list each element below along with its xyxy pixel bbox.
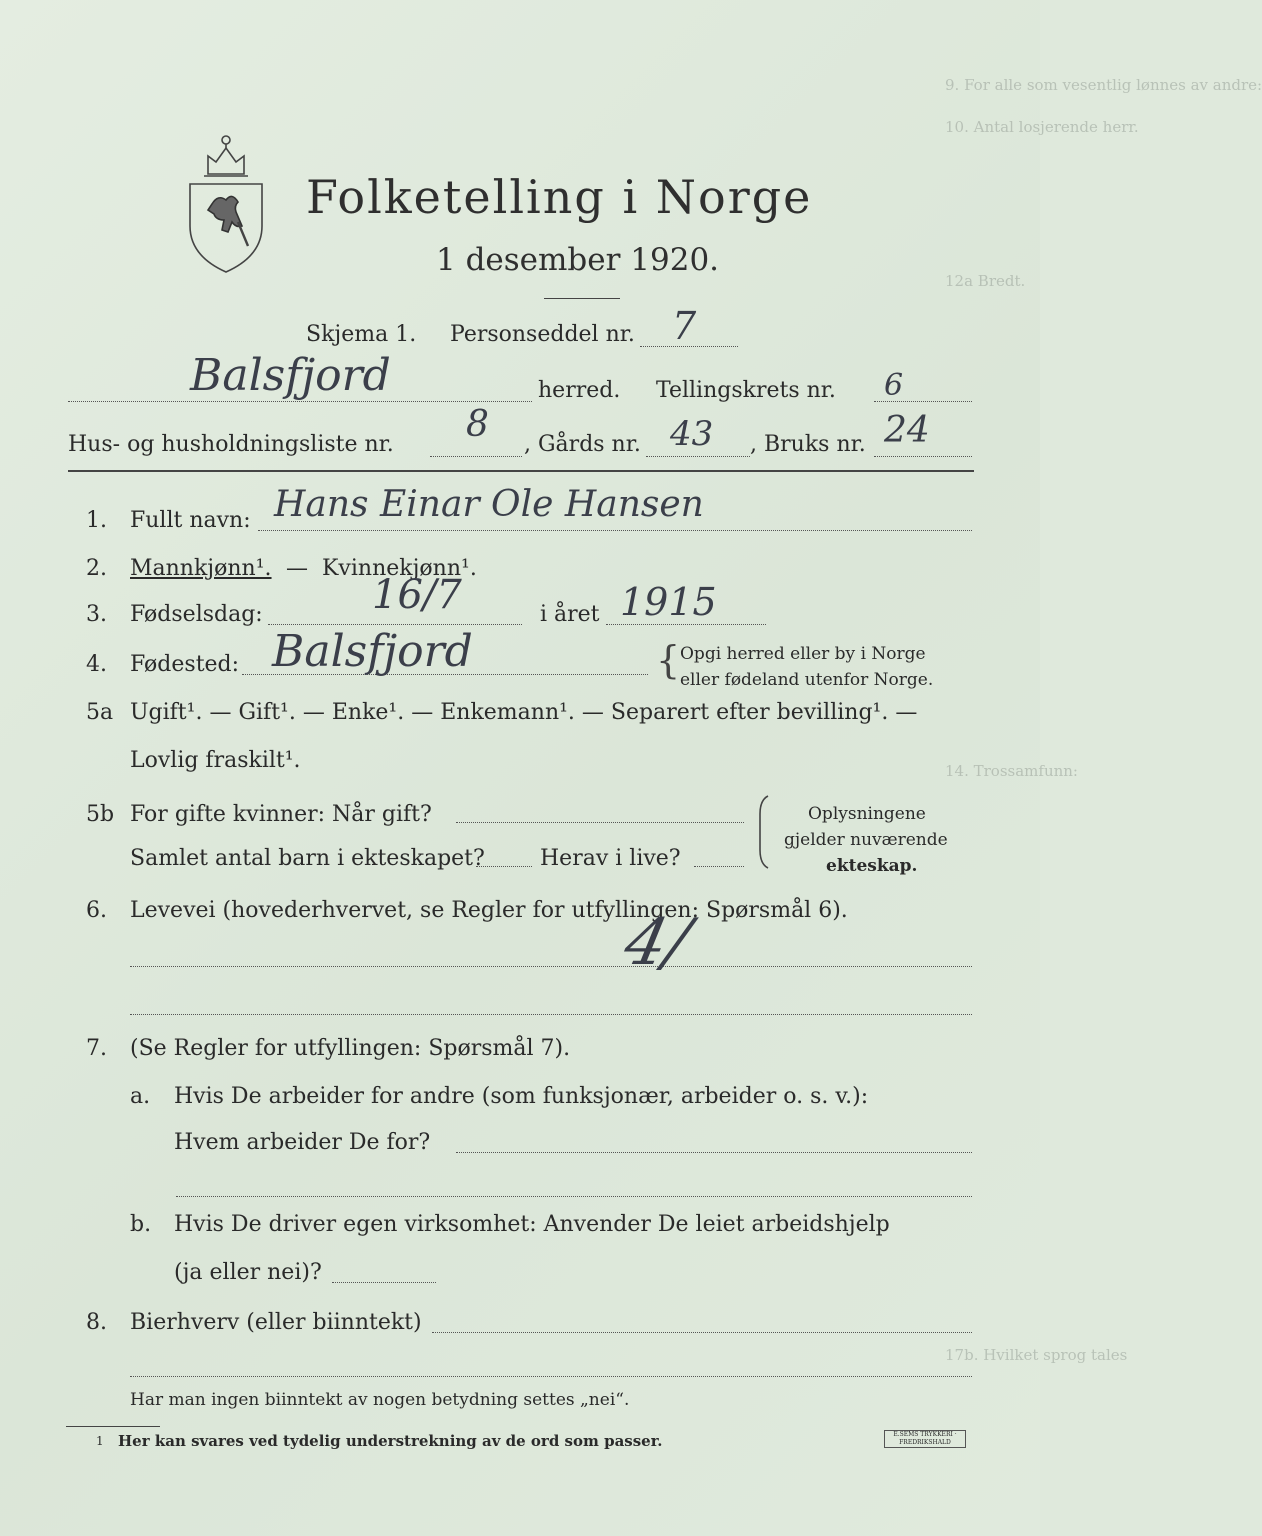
employer-field-1[interactable]: [456, 1152, 972, 1153]
gender-option-female[interactable]: Kvinnekjønn¹.: [322, 556, 477, 581]
q7-number: 7.: [86, 1036, 107, 1061]
birthdate-value: 16/7: [372, 572, 462, 618]
birthplace-value: Balsfjord: [272, 626, 473, 677]
full-name-field[interactable]: [258, 530, 972, 531]
marital-status-divorced[interactable]: Lovlig fraskilt¹.: [130, 748, 301, 773]
q7-label: (Se Regler for utfyllingen: Spørsmål 7).: [130, 1036, 571, 1061]
bracket-icon: [756, 794, 770, 870]
gards-label: , Gårds nr.: [524, 432, 641, 457]
q5b-children-label: Samlet antal barn i ekteskapet?: [130, 846, 485, 871]
bruks-label: , Bruks nr.: [750, 432, 866, 457]
gender-separator: —: [286, 556, 308, 581]
employer-field-2[interactable]: [176, 1196, 972, 1197]
q5b-number: 5b: [86, 802, 115, 827]
occupation-value: 4/: [618, 906, 697, 980]
q5b-note-line2: gjelder nuværende: [784, 830, 948, 850]
side-income-field-2[interactable]: [130, 1376, 972, 1377]
marital-status-options[interactable]: Ugift¹. — Gift¹. — Enke¹. — Enkemann¹. — Separert efter bevilling¹. —: [130, 700, 918, 725]
form-date: 1 desember 1920.: [436, 242, 720, 278]
birthdate-field[interactable]: [268, 624, 522, 625]
q7b-line2: (ja eller nei)?: [174, 1260, 322, 1285]
hus-field[interactable]: [430, 456, 522, 457]
q7a-line1: Hvis De arbeider for andre (som funksjonær, arbeider o. s. v.):: [174, 1084, 869, 1109]
q5b-alive-label: Herav i live?: [540, 846, 681, 871]
hus-value: 8: [466, 404, 489, 445]
q2-number: 2.: [86, 556, 107, 581]
q4-label: Fødested:: [130, 652, 240, 677]
birthyear-value: 1915: [620, 580, 717, 624]
brace-icon: {: [656, 638, 681, 682]
occupation-field-2[interactable]: [130, 1014, 972, 1015]
tellingskrets-label: Tellingskrets nr.: [656, 378, 836, 403]
q3-label: Fødselsdag:: [130, 602, 263, 627]
q5a-number: 5a: [86, 700, 114, 725]
q8-label: Bierhverv (eller biinntekt): [130, 1310, 422, 1335]
footnote-mark: 1: [96, 1434, 104, 1448]
side-income-field-1[interactable]: [432, 1332, 972, 1333]
bleed-text: 10. Antal losjerende herr.: [945, 118, 1139, 136]
header-separator: [68, 470, 974, 472]
personseddel-value: 7: [672, 304, 697, 348]
bleed-text: 14. Trossamfunn:: [945, 762, 1078, 780]
schema-label: Skjema 1.: [306, 322, 417, 347]
full-name-value: Hans Einar Ole Hansen: [274, 484, 704, 525]
gards-value: 43: [670, 414, 714, 454]
q4-number: 4.: [86, 652, 107, 677]
q5b-married-when-label: For gifte kvinner: Når gift?: [130, 802, 432, 827]
q4-note-line1: Opgi herred eller by i Norge: [680, 644, 926, 664]
footer-note: Har man ingen biinntekt av nogen betydning settes „nei“.: [130, 1390, 630, 1410]
children-alive-field[interactable]: [694, 866, 744, 867]
q5b-note-line1: Oplysningene: [808, 804, 926, 824]
q8-number: 8.: [86, 1310, 107, 1335]
q6-number: 6.: [86, 898, 107, 923]
q1-label: Fullt navn:: [130, 508, 251, 533]
herred-field[interactable]: [68, 401, 532, 402]
birthyear-field[interactable]: [606, 624, 766, 625]
children-count-field[interactable]: [476, 866, 532, 867]
hus-label: Hus- og husholdningsliste nr.: [68, 432, 394, 457]
q4-note-line2: eller fødeland utenfor Norge.: [680, 670, 934, 690]
printer-stamp: E.SEMS TRYKKERI · FREDRIKSHALD: [884, 1430, 966, 1448]
personseddel-label: Personseddel nr.: [450, 322, 635, 347]
gender-option-male[interactable]: Mannkjønn¹.: [130, 556, 272, 581]
footnote-text: Her kan svares ved tydelig understrekning av de ord som passer.: [118, 1432, 663, 1450]
form-title: Folketelling i Norge: [306, 170, 813, 224]
q1-number: 1.: [86, 508, 107, 533]
q5b-note-line3: ekteskap.: [826, 856, 918, 876]
herred-label: herred.: [538, 378, 621, 403]
q7a-letter: a.: [130, 1084, 151, 1109]
bruks-field[interactable]: [874, 456, 972, 457]
q7b-letter: b.: [130, 1212, 152, 1237]
title-divider: [544, 298, 620, 299]
footnote-rule: [66, 1426, 160, 1427]
q7b-line1: Hvis De driver egen virksomhet: Anvender De leiet arbeidshjelp: [174, 1212, 890, 1237]
bleed-text: 12a Bredt.: [945, 272, 1026, 290]
birthyear-label: i året: [540, 602, 600, 627]
herred-value: Balsfjord: [190, 350, 391, 401]
q3-number: 3.: [86, 602, 107, 627]
coat-of-arms-icon: [182, 126, 270, 276]
bleed-text: 17b. Hvilket sprog tales: [945, 1346, 1128, 1364]
q6-label: Levevei (hovederhvervet, se Regler for utfyllingen: Spørsmål 6).: [130, 898, 848, 923]
q7a-line2: Hvem arbeider De for?: [174, 1130, 431, 1155]
occupation-field-1[interactable]: [130, 966, 972, 967]
married-when-field[interactable]: [456, 822, 744, 823]
bruks-value: 24: [884, 410, 930, 451]
tellingskrets-value: 6: [884, 368, 904, 403]
gards-field[interactable]: [646, 456, 750, 457]
bleed-text: 9. For alle som vesentlig lønnes av andre:: [945, 76, 1262, 94]
hired-help-field[interactable]: [332, 1282, 436, 1283]
